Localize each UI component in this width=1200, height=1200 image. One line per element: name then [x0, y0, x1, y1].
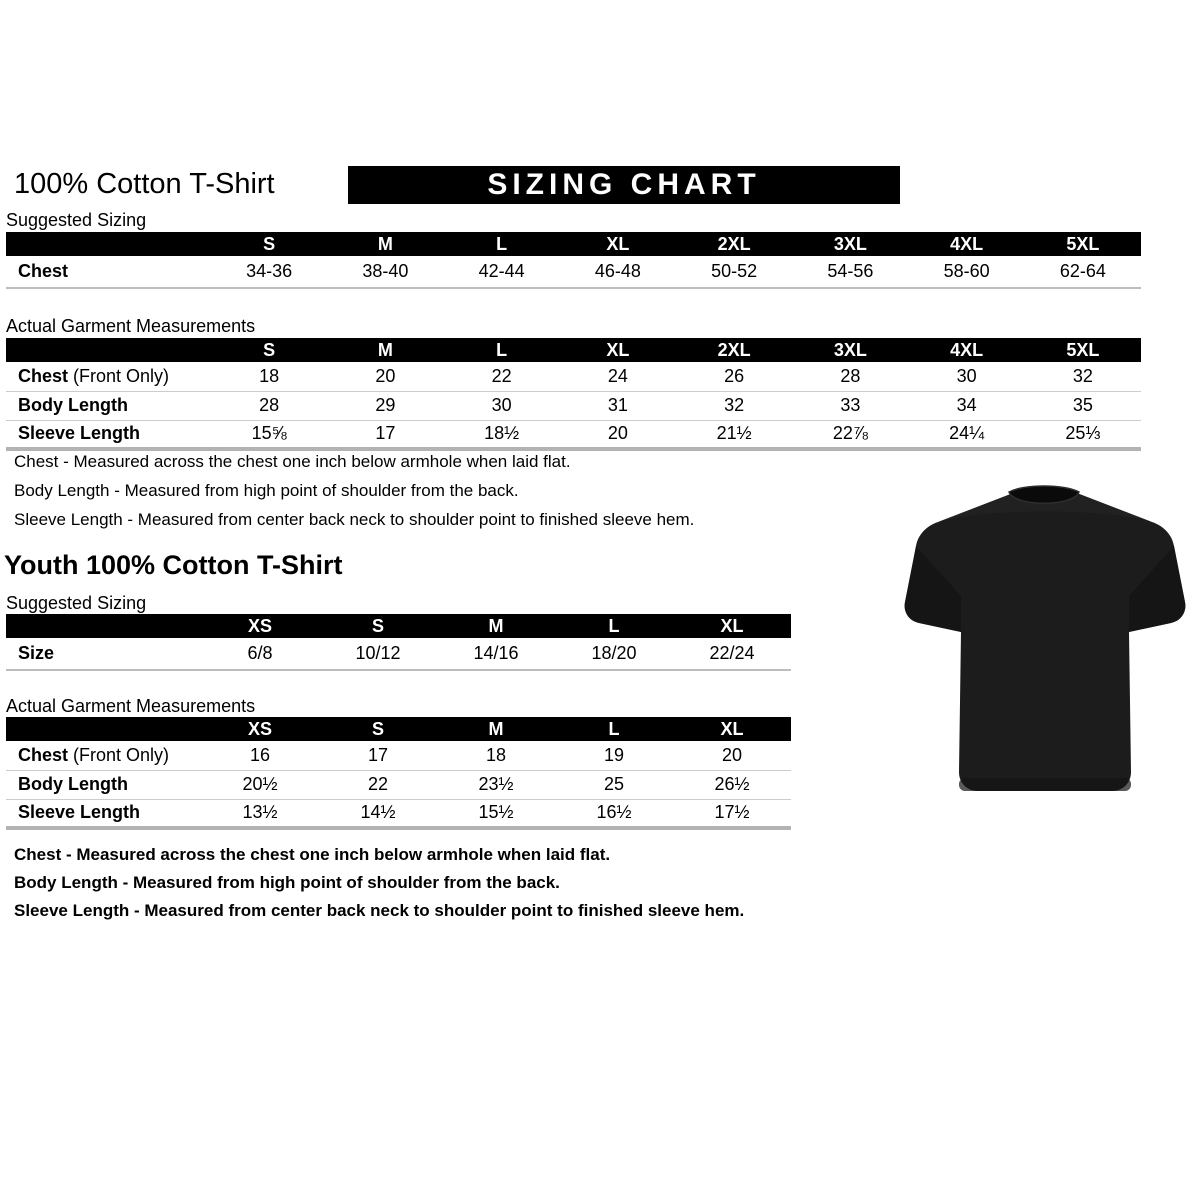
measurement-value: 17 [367, 744, 389, 765]
size-column-header: XS [201, 614, 319, 638]
measurement-value: 34-36 [246, 261, 293, 281]
size-column-header: L [555, 614, 673, 638]
size-header-row [6, 232, 1141, 256]
measurement-value: 13½ [242, 802, 278, 823]
measurement-value: 26½ [714, 774, 750, 794]
measurement-value: 28 [840, 365, 861, 386]
size-column-header: XL [560, 232, 676, 256]
size-column-header: M [437, 717, 555, 741]
size-header-row [6, 614, 791, 638]
measurement-value: 14½ [360, 802, 396, 823]
measurement-label: Body Length [18, 395, 128, 415]
youth-suggested-label: Suggested Sizing [6, 593, 147, 613]
measurement-label: Chest [18, 261, 69, 281]
adult-note-body-length: Body Length - Measured from high point of shoulder from the back. [14, 481, 519, 500]
measurement-label: Sleeve Length [18, 423, 141, 444]
header-corner [6, 232, 211, 256]
sizing-chart-banner: SIZING CHART [348, 166, 900, 204]
measurement-label: Chest (Front Only) [18, 744, 170, 765]
measurement-value: 17½ [714, 802, 750, 823]
measurement-row [6, 741, 791, 770]
measurement-value: 19 [603, 744, 625, 765]
measurement-value: 20½ [242, 774, 278, 794]
youth-actual-label: Actual Garment Measurements [6, 696, 256, 716]
size-column-header: S [211, 338, 327, 362]
page-header [0, 166, 1200, 206]
measurement-value: 17 [375, 423, 396, 444]
header-corner [6, 338, 211, 362]
measurement-value: 58-60 [943, 261, 990, 281]
youth-note-chest: Chest - Measured across the chest one inch below armhole when laid flat. [14, 845, 611, 864]
measurement-value: 35 [1072, 395, 1093, 415]
measurement-value: 29 [375, 395, 396, 415]
measurement-value: 31 [607, 395, 628, 415]
adult-suggested-label: Suggested Sizing [6, 210, 147, 230]
measurement-value: 34 [956, 395, 977, 415]
youth-notes [14, 845, 744, 929]
size-header-row [6, 717, 791, 741]
measurement-value: 32 [1072, 365, 1093, 386]
size-column-header: XS [201, 717, 319, 741]
measurement-label: Body Length [18, 774, 128, 794]
measurement-value: 20 [721, 744, 743, 765]
adult-actual-table [6, 338, 1141, 451]
measurement-value: 15½ [478, 802, 514, 823]
measurement-value: 18 [485, 744, 507, 765]
measurement-row [6, 391, 1141, 420]
measurement-value: 22 [367, 774, 389, 794]
measurement-value: 16 [249, 744, 271, 765]
size-column-header: 2XL [676, 338, 792, 362]
measurement-value: 33 [840, 395, 861, 415]
measurement-value: 18 [259, 365, 280, 386]
size-column-header: S [319, 614, 437, 638]
youth-suggested-table [6, 614, 791, 671]
adult-notes [14, 452, 694, 539]
youth-title: Youth 100% Cotton T-Shirt [4, 550, 343, 580]
measurement-value: 46-48 [594, 261, 641, 281]
measurement-value: 21½ [716, 423, 752, 444]
measurement-value: 20 [375, 365, 396, 386]
measurement-label: Sleeve Length [18, 802, 141, 823]
size-column-header: 5XL [1025, 232, 1141, 256]
measurement-value: 62-64 [1059, 261, 1106, 281]
measurement-value: 18½ [484, 423, 520, 444]
measurement-value: 30 [491, 395, 512, 415]
measurement-row [6, 799, 791, 828]
adult-actual-label: Actual Garment Measurements [6, 316, 256, 336]
adult-suggested-table [6, 232, 1141, 289]
size-column-header: 3XL [792, 232, 908, 256]
adult-note-sleeve-length: Sleeve Length - Measured from center back neck to shoulder point to finished sleeve hem. [14, 510, 695, 529]
measurement-value: 23½ [478, 774, 514, 794]
measurement-row [6, 256, 1141, 288]
measurement-value: 25⅓ [1065, 423, 1101, 444]
size-header-row [6, 338, 1141, 362]
measurement-value: 32 [724, 395, 745, 415]
measurement-row [6, 362, 1141, 391]
measurement-row [6, 770, 791, 799]
measurement-value: 24¼ [949, 423, 985, 444]
tshirt-body [905, 488, 1186, 791]
size-column-header: XL [560, 338, 676, 362]
size-column-header: M [327, 232, 443, 256]
size-column-header: M [437, 614, 555, 638]
measurement-label-suffix: (Front Only) [68, 744, 170, 765]
header-corner [6, 614, 201, 638]
measurement-value: 30 [956, 365, 977, 386]
measurement-value: 42-44 [478, 261, 525, 281]
measurement-value: 28 [259, 395, 280, 415]
measurement-value: 22⅞ [832, 423, 868, 444]
size-column-header: XL [673, 717, 791, 741]
measurement-value: 15⅝ [251, 423, 287, 444]
measurement-value: 18/20 [591, 643, 637, 663]
size-column-header: S [211, 232, 327, 256]
measurement-value: 6/8 [247, 643, 273, 663]
measurement-value: 16½ [596, 802, 632, 823]
size-column-header: L [444, 232, 560, 256]
measurement-value: 22 [491, 365, 512, 386]
size-column-header: 5XL [1025, 338, 1141, 362]
measurement-value: 26 [724, 365, 745, 386]
measurement-value: 22/24 [709, 643, 755, 663]
measurement-value: 38-40 [362, 261, 409, 281]
youth-note-body-length: Body Length - Measured from high point of shoulder from the back. [14, 873, 560, 892]
measurement-label-suffix: (Front Only) [68, 365, 170, 386]
measurement-value: 54-56 [827, 261, 874, 281]
page-title: 100% Cotton T-Shirt [14, 168, 275, 200]
size-column-header: 2XL [676, 232, 792, 256]
size-column-header: 3XL [792, 338, 908, 362]
youth-actual-table [6, 717, 791, 830]
size-column-header: L [555, 717, 673, 741]
measurement-label: Size [18, 643, 55, 663]
measurement-row [6, 638, 791, 670]
size-column-header: 4XL [909, 338, 1025, 362]
measurement-value: 50-52 [711, 261, 758, 281]
tshirt-hem-shadow [959, 778, 1131, 791]
size-column-header: L [444, 338, 560, 362]
size-column-header: XL [673, 614, 791, 638]
tshirt-image [898, 478, 1190, 816]
measurement-row [6, 420, 1141, 449]
size-column-header: 4XL [909, 232, 1025, 256]
measurement-value: 20 [607, 423, 628, 444]
measurement-value: 14/16 [473, 643, 519, 663]
size-column-header: M [327, 338, 443, 362]
adult-note-chest: Chest - Measured across the chest one inch below armhole when laid flat. [14, 452, 571, 471]
measurement-value: 10/12 [355, 643, 401, 663]
measurement-value: 25 [603, 774, 625, 794]
youth-note-sleeve-length: Sleeve Length - Measured from center back neck to shoulder point to finished sleeve hem. [14, 901, 745, 920]
size-column-header: S [319, 717, 437, 741]
measurement-value: 24 [607, 365, 628, 386]
measurement-label: Chest (Front Only) [18, 365, 170, 386]
header-corner [6, 717, 201, 741]
